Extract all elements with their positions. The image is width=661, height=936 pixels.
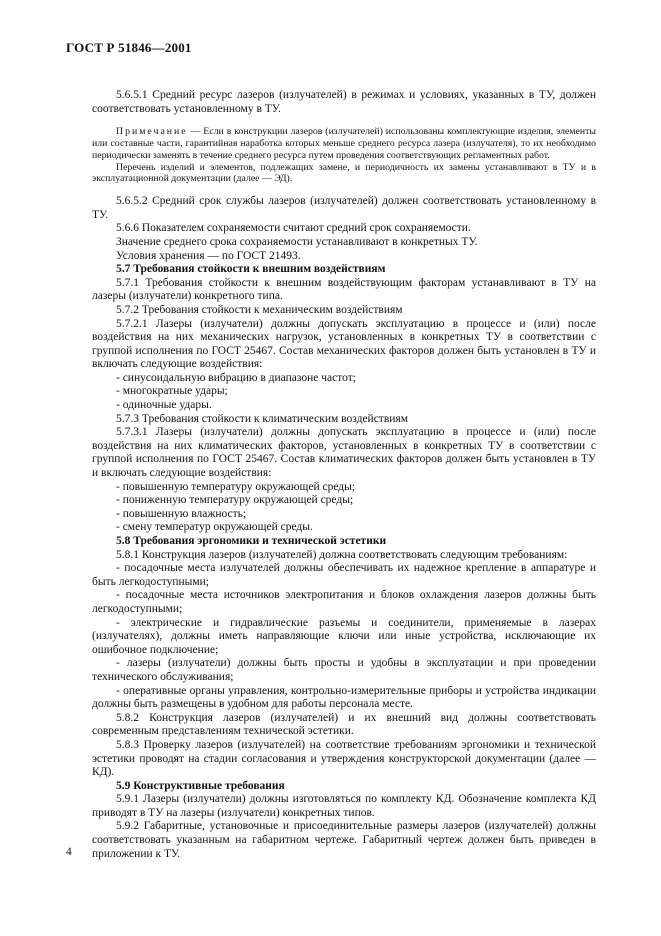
paragraph-5-7-3: 5.7.3 Требования стойкости к климатическим воздействиям [116,412,408,425]
list-item: - пониженную температуру окружающей среды; [116,494,354,507]
paragraph-5-8-2: 5.8.2 Конструкция лазеров (излучателей) и их внешний вид должны соответствовать современным представлениям технической эстетики. [92,711,596,738]
paragraph-5-7-1: 5.7.1 Требования стойкости к внешним воздействующим факторам устанавливают в ТУ на лазеры (излучатели) конкретного типа. [92,276,596,303]
list-item: - повышенную влажность; [116,507,247,520]
list-item: - оперативные органы управления, контрольно-измерительные приборы и устройства индикации должны быть размещены в удобном для работы персонала месте. [92,684,596,711]
list-item: - лазеры (излучатели) должны быть просты и удобны в эксплуатации и при проведении технического обслуживания; [92,657,596,683]
paragraph-storage-value: Значение среднего срока сохраняемости устанавливают в конкретных ТУ. [116,235,478,248]
note-text: — Если в конструкции лазеров (излучателей) использованы комплектующие изделия, элементы или составные части, гарантийная наработка которых меньше среднего ресурса лазера (излучателя), то их необходимо периодически заменять в течение среднего ресурса путем проведения соответствующих регламентных работ. [92,126,596,161]
paragraph-5-6-6: 5.6.6 Показателем сохраняемости считают средний срок сохраняемости. [116,222,471,235]
note-label: Примечание [116,126,188,138]
list-item: - одиночные удары. [116,399,212,412]
list-item: - многократные удары; [116,385,228,398]
page-number: 4 [66,846,72,858]
list-item: - повышенную температуру окружающей среды; [116,480,356,493]
list-item: - смену температур окружающей среды. [116,521,313,534]
paragraph-5-7-2-1: 5.7.2.1 Лазеры (излучатели) должны допускать эксплуатацию в процессе и (или) после воздействия на них механических нагрузок, установленных в конкретных ТУ в соответствии с группой исполнения по ГОСТ 25467. Состав механических факторов должен быть установлен в ТУ и включать следующие воздействия: [92,317,596,371]
paragraph-5-9-2: 5.9.2 Габаритные, установочные и присоединительные размеры лазеров (излучателей) должны соответствовать указанным на габаритном чертеже. Габаритный чертеж должен быть приведен в приложении к ТУ. [92,820,596,860]
heading-5-9: 5.9 Конструктивные требования [116,779,285,792]
note-paragraph-2: Перечень изделий и элементов, подлежащих замене, и периодичность их замены устанавливают в ТУ и в эксплуатационной документации (далее — ЭД). [92,161,596,185]
list-item: - электрические и гидравлические разъемы и соединители, применяемые в лазерах (излучателях), должны иметь направляющие ключи или иные устройства, исключающие их ошибочное подключение; [92,616,596,656]
heading-5-7: 5.7 Требования стойкости к внешним воздействиям [116,263,386,276]
paragraph-5-6-5-2: 5.6.5.2 Средний срок службы лазеров (излучателей) должен соответствовать установленному в ТУ. [92,195,596,221]
paragraph-5-6-5-1: 5.6.5.1 Средний ресурс лазеров (излучателей) в режимах и условиях, указанных в ТУ, должен соответствовать установленному в ТУ. [92,89,596,115]
list-item: - посадочные места излучателей должны обеспечивать их надежное крепление в аппаратуре и быть легкодоступными; [92,562,596,588]
paragraph-5-8-3: 5.8.3 Проверку лазеров (излучателей) на соответствие требованиям эргономики и технической эстетики проводят на стадии согласования и утверждения конструкторской документации (далее — КД). [92,738,596,779]
page-body [92,89,596,861]
page-header-title: ГОСТ Р 51846—2001 [66,40,192,55]
list-item: - синусоидальную вибрацию в диапазоне частот; [116,371,356,384]
paragraph-5-9-1: 5.9.1 Лазеры (излучатели) должны изготовляться по комплекту КД. Обозначение комплекта КД приводят в ТУ на лазеры (излучатели) конкретных типов. [92,793,596,819]
note-paragraph [92,126,596,161]
paragraph-storage-conditions: Условия хранения — по ГОСТ 21493. [116,249,301,262]
paragraph-5-8-1: 5.8.1 Конструкция лазеров (излучателей) должна соответствовать следующим требованиям: [116,548,568,561]
paragraph-5-7-3-1: 5.7.3.1 Лазеры (излучатели) должны допускать эксплуатацию в процессе и (или) после воздействия на них климатических факторов, установленных в конкретных ТУ в соответствии с группой исполнения по ГОСТ 25467. Состав климатических факторов должен быть установлен в ТУ и включать следующие воздействия: [92,426,596,480]
paragraph-5-7-2: 5.7.2 Требования стойкости к механическим воздействиям [116,303,403,316]
heading-5-8: 5.8 Требования эргономики и технической эстетики [116,535,387,548]
list-item: - посадочные места источников электропитания и блоков охлаждения лазеров должны быть легкодоступными; [92,589,596,615]
